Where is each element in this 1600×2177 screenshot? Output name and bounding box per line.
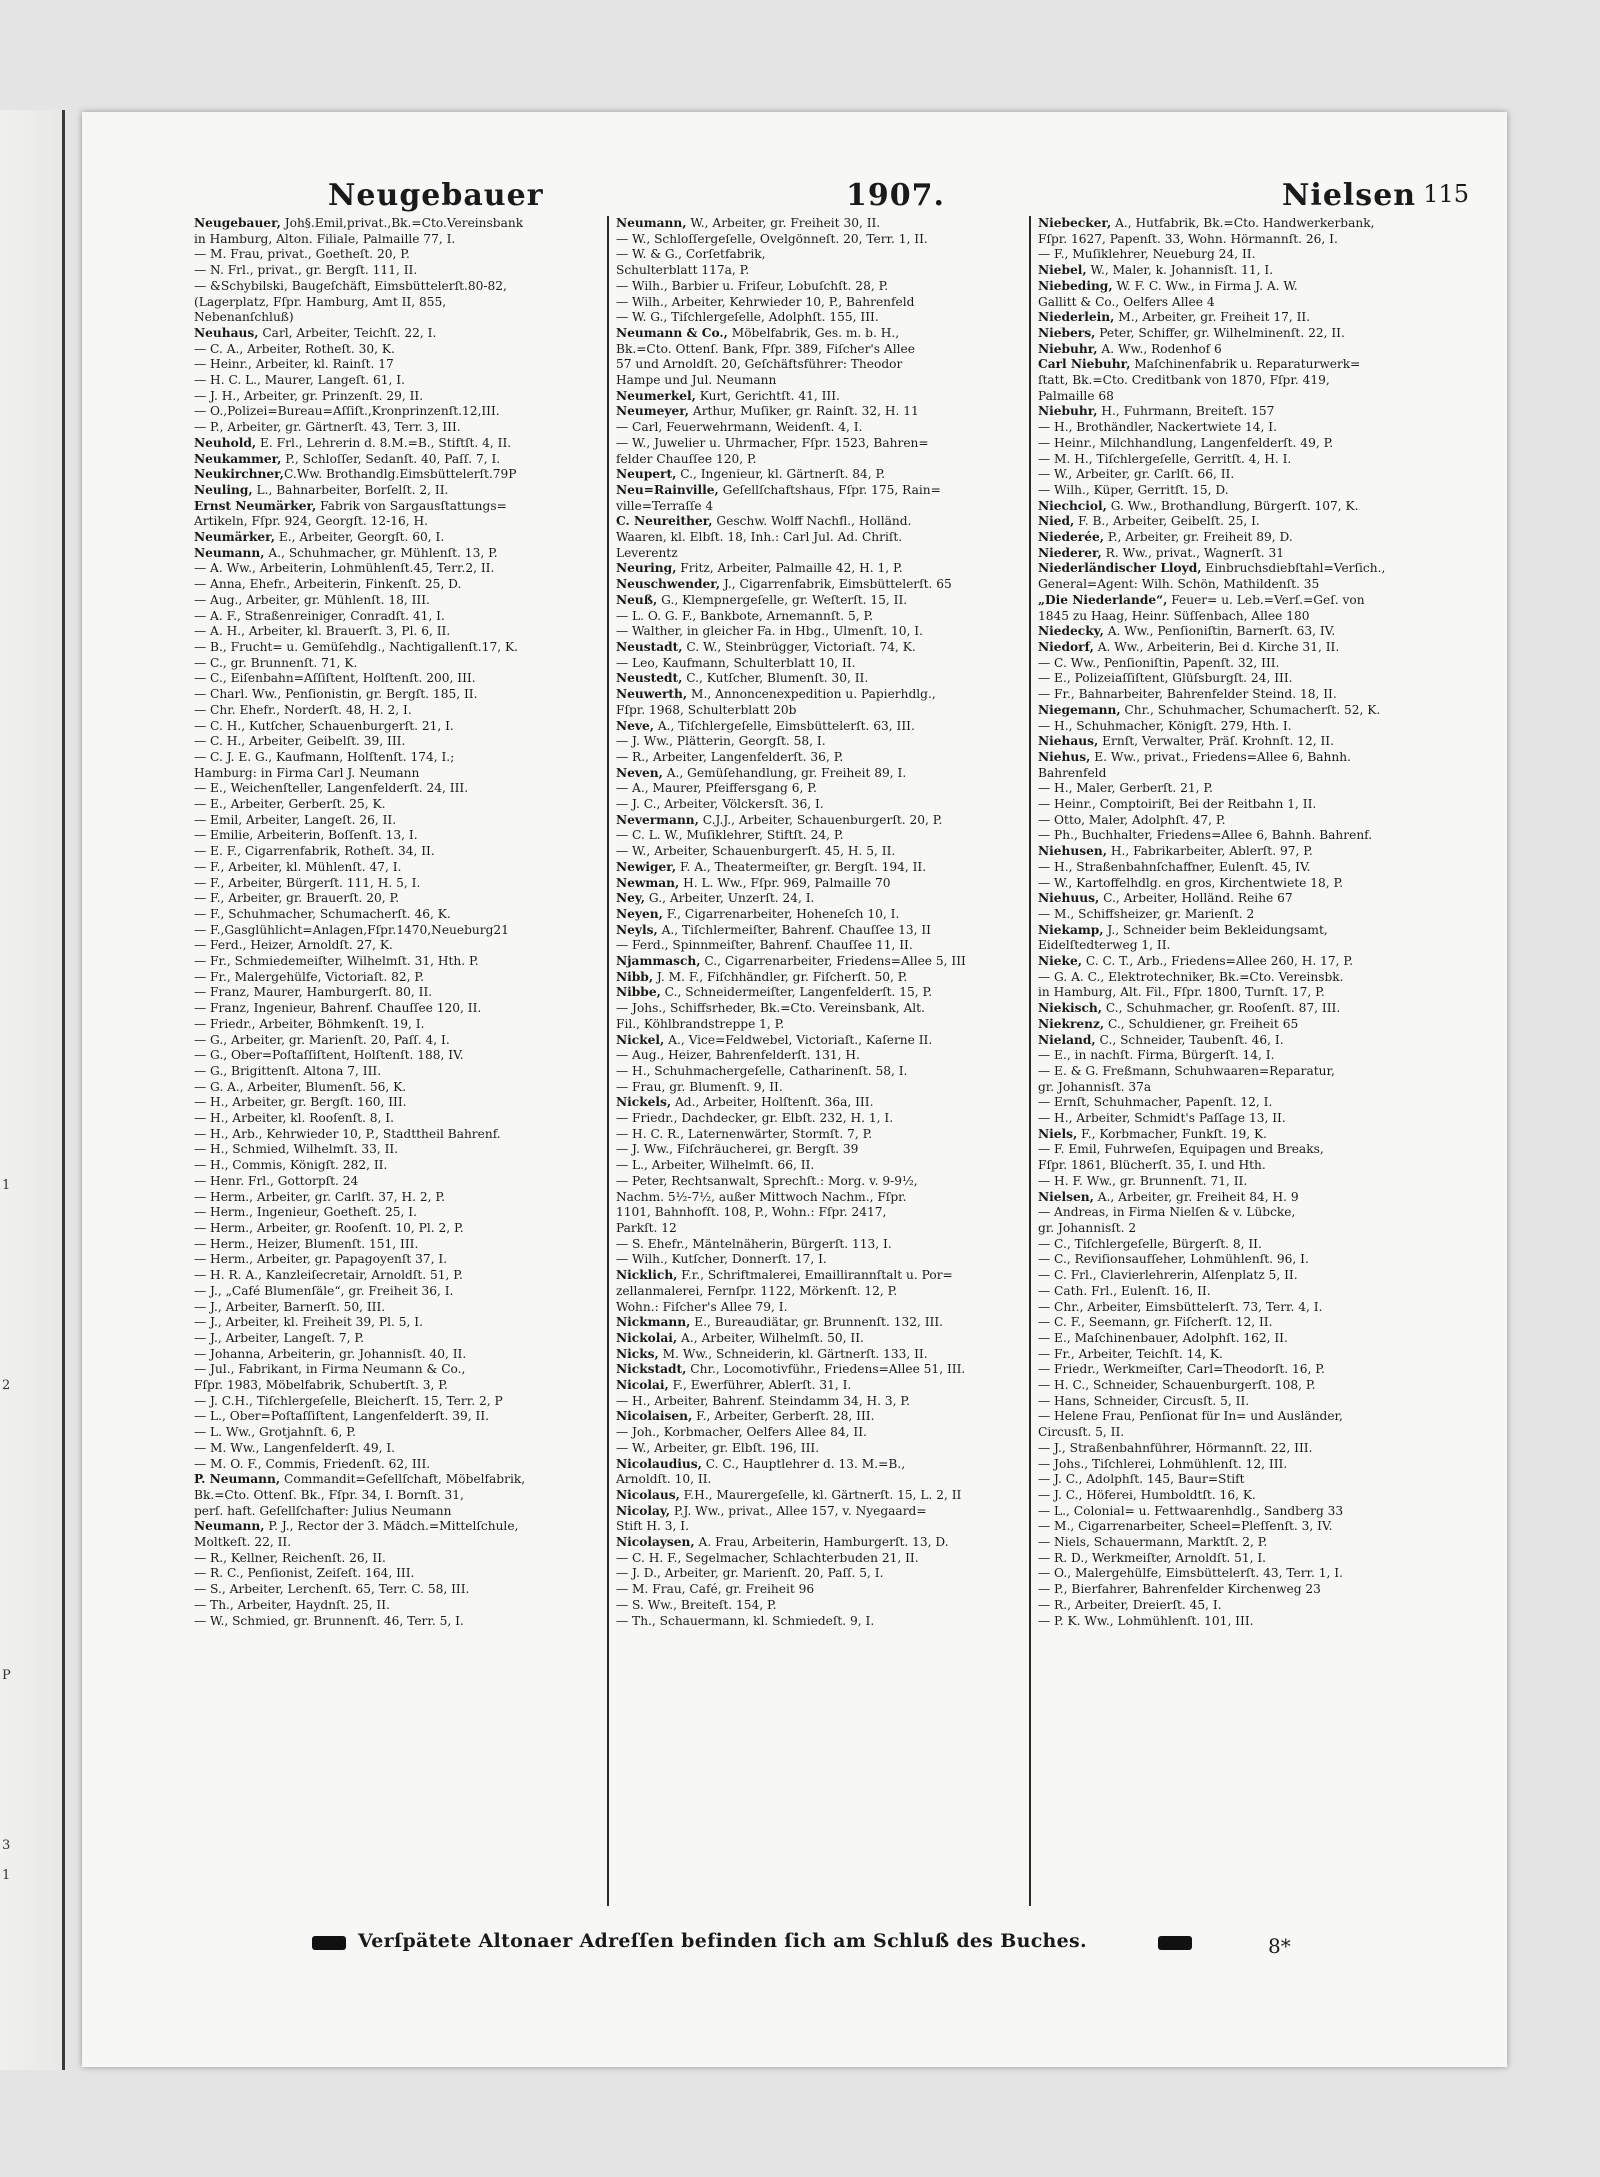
directory-entry: Niebecker, A., Hutfabrik, Bk.=Cto. Handwerkerbank, — [1038, 216, 1375, 230]
directory-entry: 57 und Arnoldſt. 20, Geſchäftsführer: Theodor — [616, 357, 903, 372]
directory-entry: — M. H., Tiſchlergeſelle, Gerritſt. 4, H. I. — [1038, 451, 1292, 466]
directory-entry: Nibb, J. M. F., Fiſchhändler, gr. Fiſcherſt. 50, P. — [616, 969, 908, 984]
directory-entry: Niels, F., Korbmacher, Funkſt. 19, K. — [1038, 1126, 1267, 1141]
directory-entry: — Wilh., Küper, Gerritſt. 15, D. — [1038, 482, 1229, 497]
directory-entry: Bk.=Cto. Ottenſ. Bank, Fſpr. 389, Fiſcher's Allee — [616, 341, 915, 356]
directory-entry: — Jul., Fabrikant, in Firma Neumann & Co., — [194, 1362, 466, 1377]
directory-entry: — S. Ehefr., Mäntelnäherin, Bürgerſt. 113, I. — [616, 1236, 892, 1251]
directory-entry: Niebuhr, H., Fuhrmann, Breiteſt. 157 — [1038, 404, 1275, 419]
directory-entry: — O., Malergehülfe, Eimsbüttelerſt. 43, Terr. 1, I. — [1038, 1566, 1343, 1581]
directory-entry: Moltkeſt. 22, II. — [194, 1535, 292, 1550]
directory-entry: — Herm., Ingenieur, Goetheſt. 25, I. — [194, 1205, 417, 1220]
directory-entry: — G. A. C., Elektrotechniker, Bk.=Cto. Vereinsbk. — [1038, 969, 1344, 984]
directory-entry: — Friedr., Dachdecker, gr. Elbſt. 232, H. 1, I. — [616, 1111, 894, 1126]
directory-entry: Niehuus, C., Arbeiter, Holländ. Reihe 67 — [1038, 891, 1293, 906]
directory-entry: Artikeln, Fſpr. 924, Georgſt. 12-16, H. — [194, 514, 428, 529]
directory-entry: — F. Emil, Fuhrweſen, Equipagen und Breaks, — [1038, 1142, 1324, 1157]
directory-entry: — M., Schiffsheizer, gr. Marienſt. 2 — [1038, 906, 1255, 921]
directory-entry: Nicolaudius, C. C., Hauptlehrer d. 13. M.=B., — [616, 1456, 906, 1471]
directory-entry: — Friedr., Werkmeiſter, Carl=Theodorſt. 16, P. — [1038, 1362, 1325, 1377]
directory-entry: — R. D., Werkmeiſter, Arnoldſt. 51, I. — [1038, 1550, 1267, 1565]
directory-entry: — F., Arbeiter, Bürgerſt. 111, H. 5, I. — [194, 875, 421, 890]
directory-entry: — M. Frau, Café, gr. Freiheit 96 — [616, 1582, 815, 1597]
directory-entry: — R., Arbeiter, Langenfelderſt. 36, P. — [616, 749, 844, 764]
directory-entry: — H., Arbeiter, kl. Rooſenſt. 8, I. — [194, 1111, 394, 1126]
directory-entry: — H., Maler, Gerberſt. 21, P. — [1038, 781, 1214, 796]
directory-entry: Neumann & Co., Möbelfabrik, Ges. m. b. H., — [616, 325, 900, 340]
directory-entry: Nicolai, F., Ewerführer, Ablerſt. 31, I. — [616, 1378, 852, 1393]
directory-entry: — C. L. W., Muſiklehrer, Stiftſt. 24, P. — [616, 828, 844, 843]
directory-entry: Niehus, E. Ww., privat., Friedens=Allee 6, Bahnh. — [1038, 749, 1351, 764]
edge-mark: 1 — [2, 1178, 11, 1193]
pointing-hand-icon — [312, 1936, 346, 1950]
directory-entry: — F., Arbeiter, kl. Mühlenſt. 47, I. — [194, 859, 402, 874]
directory-entry: — A., Maurer, Pfeiffersgang 6, P. — [616, 781, 817, 796]
directory-entry: Niekamp, J., Schneider beim Bekleidungsamt, — [1038, 922, 1328, 937]
directory-entry: — M. Ww., Langenfelderſt. 49, I. — [194, 1440, 396, 1455]
directory-entry: — C., gr. Brunnenſt. 71, K. — [194, 655, 358, 670]
directory-entry: Leverentz — [616, 545, 678, 560]
directory-entry: — &Schybilski, Baugeſchäft, Eimsbüttelerſt.80-82, — [194, 278, 507, 293]
directory-entry: Neuring, Fritz, Arbeiter, Palmaille 42, H. 1, P. — [616, 561, 903, 576]
directory-entry: — W., Schloſſergeſelle, Ovelgönneſt. 20, Terr. 1, II. — [616, 231, 928, 246]
directory-entry: Nickels, Ad., Arbeiter, Holſtenſt. 36a, III. — [616, 1095, 874, 1110]
directory-entry: Fſpr. 1983, Möbelfabrik, Schubertſt. 3, P. — [194, 1378, 448, 1393]
directory-entry: — Peter, Rechtsanwalt, Sprechſt.: Morg. v. 9-9½, — [616, 1173, 918, 1188]
directory-entry: — Carl, Feuerwehrmann, Weidenſt. 4, I. — [616, 420, 863, 435]
directory-entry: — Ferd., Spinnmeiſter, Bahrenf. Chauſſee 11, II. — [616, 938, 913, 953]
signature-mark: 8* — [1268, 1934, 1291, 1958]
directory-entry: — B., Frucht= u. Gemüſehdlg., Nachtigallenſt.17, K. — [194, 639, 518, 654]
directory-entry: — H., Commis, Königſt. 282, II. — [194, 1158, 388, 1173]
directory-entry: — Herm., Arbeiter, gr. Rooſenſt. 10, Pl. 2, P. — [194, 1221, 464, 1235]
directory-entry: — L. Ww., Grotjahnſt. 6, P. — [194, 1425, 356, 1440]
directory-entry: — J., Arbeiter, Langeſt. 7, P. — [194, 1330, 364, 1345]
directory-entry: Nieland, C., Schneider, Taubenſt. 46, I. — [1038, 1032, 1284, 1047]
directory-entry: Schulterblatt 117a, P. — [616, 263, 750, 278]
column-divider — [607, 216, 609, 1906]
directory-entry: Niebers, Peter, Schiffer, gr. Wilhelminenſt. 22, II. — [1038, 325, 1345, 340]
directory-entry: — Chr., Arbeiter, Eimsbüttelerſt. 73, Terr. 4, I. — [1038, 1299, 1323, 1314]
directory-entry: — W., Arbeiter, gr. Carlſt. 66, II. — [1038, 467, 1235, 482]
directory-entry: — L., Arbeiter, Wilhelmſt. 66, II. — [616, 1158, 815, 1173]
directory-entry: Ney, G., Arbeiter, Unzerſt. 24, I. — [616, 891, 815, 906]
directory-entry: — Fr., Schmiedemeiſter, Wilhelmſt. 31, Hth. P. — [194, 954, 479, 969]
directory-entry: — J. D., Arbeiter, gr. Marienſt. 20, Paſſ. 5, I. — [616, 1566, 884, 1581]
directory-entry: Hampe und Jul. Neumann — [616, 373, 777, 388]
directory-entry: — Franz, Maurer, Hamburgerſt. 80, II. — [194, 985, 433, 1000]
directory-entry: — Henr. Frl., Gottorpſt. 24 — [194, 1173, 359, 1188]
directory-entry: — F.,Gasglühlicht=Anlagen,Fſpr.1470,Neueburg21 — [194, 922, 509, 937]
directory-entry: Neumärker, E., Arbeiter, Georgſt. 60, I. — [194, 530, 445, 545]
directory-entry: — G. A., Arbeiter, Blumenſt. 56, K. — [194, 1079, 407, 1094]
directory-entry: — Herm., Arbeiter, gr. Carlſt. 37, H. 2, P. — [194, 1189, 446, 1204]
page-header — [194, 178, 1469, 214]
directory-entry: — W., Juwelier u. Uhrmacher, Fſpr. 1523, Bahren= — [616, 435, 929, 450]
directory-entry: Neustedt, C., Kutſcher, Blumenſt. 30, II. — [616, 671, 869, 686]
directory-entry: — M. Frau, privat., Goetheſt. 20, P. — [194, 247, 410, 262]
directory-entry: — H., Arbeiter, Bahrenf. Steindamm 34, H. 3, P. — [616, 1393, 910, 1408]
directory-entry: — C. H., Kutſcher, Schauenburgerſt. 21, I. — [194, 718, 454, 733]
directory-entry: Arnoldſt. 10, II. — [616, 1472, 712, 1487]
directory-entry: Fil., Köhlbrandstreppe 1, P. — [616, 1016, 785, 1031]
directory-entry: Stift H. 3, I. — [616, 1519, 689, 1534]
directory-entry: — E., Arbeiter, Gerberſt. 25, K. — [194, 797, 386, 812]
directory-entry: Neukirchner,C.Ww. Brothandlg.Eimsbüttelerſt.79P — [194, 467, 517, 482]
directory-entry: Nied, F. B., Arbeiter, Geibelſt. 25, I. — [1038, 514, 1260, 529]
directory-entry: — L. O. G. F., Bankbote, Arnemannſt. 5, P. — [616, 608, 874, 623]
directory-entry: — Johs., Tiſchlerei, Lohmühlenſt. 12, III. — [1038, 1456, 1288, 1471]
directory-entry: — S., Arbeiter, Lerchenſt. 65, Terr. C. 58, III. — [194, 1582, 470, 1597]
directory-entry: — G., Brigittenſt. Altona 7, III. — [194, 1063, 382, 1078]
directory-entry: — C. J. E. G., Kaufmann, Holſtenſt. 174, I.; — [194, 749, 455, 764]
directory-entry: — G., Ober=Poſtaſſiſtent, Holſtenſt. 188, IV. — [194, 1048, 464, 1063]
column-3 — [1038, 216, 1458, 1906]
directory-entry: — Leo, Kaufmann, Schulterblatt 10, II. — [616, 655, 856, 670]
directory-entry: — C., Tiſchlergeſelle, Bürgerſt. 8, II. — [1038, 1236, 1262, 1251]
directory-entry: — Cath. Frl., Eulenſt. 16, II. — [1038, 1283, 1211, 1298]
directory-entry: 1101, Bahnhofſt. 108, P., Wohn.: Fſpr. 2417, — [616, 1205, 887, 1220]
directory-entry: — Hans, Schneider, Circusſt. 5, II. — [1038, 1393, 1250, 1408]
directory-entry: Neumerkel, Kurt, Gerichtſt. 41, III. — [616, 388, 840, 403]
directory-entry: — R. C., Penſionist, Zeiſeſt. 164, III. — [194, 1566, 415, 1581]
directory-entry: — C. F., Seemann, gr. Fiſcherſt. 12, II. — [1038, 1315, 1273, 1330]
directory-entry: Ernst Neumärker, Fabrik von Sargausſtattungs= — [194, 498, 507, 513]
directory-columns — [194, 216, 1469, 1906]
directory-entry: Eidelſtedterweg 1, II. — [1038, 938, 1171, 953]
directory-entry: ville=Terraſſe 4 — [616, 498, 714, 513]
directory-entry: Bahrenfeld — [1038, 765, 1107, 780]
directory-entry: — Wilh., Barbier u. Friſeur, Lobuſchſt. 28, P. — [616, 278, 889, 293]
directory-entry: — J. C., Arbeiter, Völckersſt. 36, I. — [616, 797, 824, 812]
directory-entry: — G., Arbeiter, gr. Marienſt. 20, Paſſ. 4, I. — [194, 1032, 450, 1047]
directory-entry: — H., Schmied, Wilhelmſt. 33, II. — [194, 1142, 399, 1157]
directory-entry: — O.,Polizei=Bureau=Aſſiſt.,Kronprinzenſt.12,III. — [194, 404, 500, 419]
directory-entry: Parkſt. 12 — [616, 1221, 677, 1235]
directory-entry: Nickel, A., Vice=Feldwebel, Victoriaſt., Kaſerne II. — [616, 1032, 933, 1047]
directory-entry: — Herm., Arbeiter, gr. Papagoyenſt 37, I. — [194, 1252, 448, 1267]
directory-entry: Neustadt, C. W., Steinbrügger, Victoriaſt. 74, K. — [616, 639, 916, 654]
previous-page-edge — [0, 110, 65, 2070]
directory-entry: Newiger, F. A., Theatermeiſter, gr. Bergſt. 194, II. — [616, 859, 927, 874]
column-2 — [616, 216, 1024, 1906]
directory-entry: — J. Ww., Plätterin, Georgſt. 58, I. — [616, 734, 826, 749]
edge-mark: 2 — [2, 1378, 11, 1393]
directory-entry: — S. Ww., Breiteſt. 154, P. — [616, 1597, 777, 1612]
directory-entry: — C. H., Arbeiter, Geibelſt. 39, III. — [194, 734, 406, 749]
directory-entry: — H. C., Schneider, Schauenburgerſt. 108, P. — [1038, 1378, 1316, 1393]
header-year: 1907. — [846, 178, 945, 213]
directory-entry: C. Neureither, Geschw. Wolff Nachfl., Holländ. — [616, 514, 912, 529]
directory-entry: — Ernſt, Schuhmacher, Papenſt. 12, I. — [1038, 1095, 1273, 1110]
directory-entry: — Aug., Arbeiter, gr. Mühlenſt. 18, III. — [194, 592, 430, 607]
directory-entry: Neumann, A., Schuhmacher, gr. Mühlenſt. 13, P. — [194, 545, 498, 560]
directory-entry: — W., Kartoffelhdlg. en gros, Kirchentwiete 18, P. — [1038, 875, 1344, 890]
directory-entry: — P., Bierfahrer, Bahrenfelder Kirchenweg 23 — [1038, 1582, 1321, 1597]
directory-entry: Nickolai, A., Arbeiter, Wilhelmſt. 50, II. — [616, 1330, 864, 1345]
directory-entry: — Emilie, Arbeiterin, Boſſenſt. 13, I. — [194, 828, 418, 843]
directory-entry: — J., Straßenbahnführer, Hörmannſt. 22, III. — [1038, 1440, 1313, 1455]
directory-entry: Palmaille 68 — [1038, 388, 1114, 403]
directory-entry: Neupert, C., Ingenieur, kl. Gärtnerſt. 84, P. — [616, 467, 886, 482]
directory-entry: — C. H. F., Segelmacher, Schlachterbuden 21, II. — [616, 1550, 919, 1565]
directory-entry: (Lagerplatz, Fſpr. Hamburg, Amt II, 855, — [194, 294, 447, 309]
directory-entry: — Ph., Buchhalter, Friedens=Allee 6, Bahnh. Bahrenf. — [1038, 828, 1373, 843]
directory-entry: Niegemann, Chr., Schuhmacher, Schumacherſt. 52, K. — [1038, 702, 1381, 717]
directory-entry: „Die Niederlande“, Feuer= u. Leb.=Verſ.=Geſ. von — [1038, 592, 1365, 607]
directory-entry: — Frau, gr. Blumenſt. 9, II. — [616, 1079, 783, 1094]
directory-entry: — J. H., Arbeiter, gr. Prinzenſt. 29, II. — [194, 388, 424, 403]
edge-mark: 3 — [2, 1838, 11, 1853]
directory-entry: — Johanna, Arbeiterin, gr. Johannisſt. 40, II. — [194, 1346, 467, 1361]
directory-entry: Niebeding, W. F. C. Ww., in Firma J. A. W. — [1038, 278, 1298, 293]
directory-entry: — J. Ww., Fiſchräucherei, gr. Bergſt. 39 — [616, 1142, 859, 1157]
directory-entry: — H., Arbeiter, gr. Bergſt. 160, III. — [194, 1095, 407, 1110]
directory-entry: — Niels, Schauermann, Marktſt. 2, P. — [1038, 1535, 1268, 1550]
directory-entry: — H. C. L., Maurer, Langeſt. 61, I. — [194, 373, 405, 388]
directory-entry: — E., Weichenſteller, Langenfelderſt. 24, III. — [194, 781, 469, 796]
directory-entry: — E. & G. Freßmann, Schuhwaaren=Reparatur, — [1038, 1063, 1335, 1078]
directory-entry: — Charl. Ww., Penſionistin, gr. Bergſt. 185, II. — [194, 687, 478, 702]
directory-entry: — Chr. Ehefr., Norderſt. 48, H. 2, I. — [194, 702, 412, 717]
directory-entry: Nieke, C. C. T., Arb., Friedens=Allee 260, H. 17, P. — [1038, 954, 1353, 969]
directory-entry: — H. F. Ww., gr. Brunnenſt. 71, II. — [1038, 1173, 1248, 1188]
directory-entry: in Hamburg, Alton. Filiale, Palmaille 77, I. — [194, 231, 456, 246]
directory-entry: in Hamburg, Alt. Fil., Fſpr. 1800, Turnſt. 17, P. — [1038, 985, 1325, 1000]
directory-entry: Niederer, R. Ww., privat., Wagnerſt. 31 — [1038, 545, 1284, 560]
directory-entry: Neven, A., Gemüſehandlung, gr. Freiheit 89, I. — [616, 765, 907, 780]
directory-entry: — Helene Frau, Penſionat für In= und Ausländer, — [1038, 1409, 1343, 1424]
directory-entry: — Walther, in gleicher Fa. in Hbg., Ulmenſt. 10, I. — [616, 624, 923, 639]
header-right-word: Nielsen — [1282, 178, 1417, 213]
directory-entry: — Otto, Maler, Adolphſt. 47, P. — [1038, 812, 1226, 827]
directory-entry: Niekisch, C., Schuhmacher, gr. Rooſenſt. 87, III. — [1038, 1001, 1341, 1016]
directory-entry: — Wilh., Kutſcher, Donnerſt. 17, I. — [616, 1252, 827, 1267]
directory-entry: — E., Polizeiaſſiſtent, Glüſsburgſt. 24, III. — [1038, 671, 1293, 686]
directory-entry: Niehusen, H., Fabrikarbeiter, Ablerſt. 97, P. — [1038, 844, 1313, 859]
directory-entry: Neuling, L., Bahnarbeiter, Borſelſt. 2, II. — [194, 482, 449, 497]
pointing-hand-icon — [1158, 1936, 1192, 1950]
directory-entry: Nicklich, F.r., Schriftmalerei, Emaillirannſtalt u. Por= — [616, 1268, 953, 1283]
directory-entry: — Joh., Korbmacher, Oelfers Allee 84, II. — [616, 1425, 867, 1440]
directory-entry: Neumeyer, Arthur, Muſiker, gr. Rainſt. 32, H. 11 — [616, 404, 919, 419]
directory-entry: Neukammer, P., Schloſſer, Sedanſt. 40, Paſſ. 7, I. — [194, 451, 501, 466]
page-number: 115 — [1423, 180, 1469, 208]
directory-entry: Hamburg: in Firma Carl J. Neumann — [194, 765, 420, 780]
directory-entry: — J. C., Adolphſt. 145, Baur=Stift — [1038, 1472, 1245, 1487]
directory-entry: — R., Arbeiter, Dreierſt. 45, I. — [1038, 1597, 1222, 1612]
directory-entry: Neve, A., Tiſchlergeſelle, Eimsbüttelerſt. 63, III. — [616, 718, 915, 733]
directory-entry: Niedorf, A. Ww., Arbeiterin, Bei d. Kirche 31, II. — [1038, 639, 1340, 654]
directory-entry: — Th., Arbeiter, Haydnſt. 25, II. — [194, 1597, 390, 1612]
directory-entry: — W. & G., Corſetfabrik, — [616, 247, 766, 262]
directory-entry: — F., Schuhmacher, Schumacherſt. 46, K. — [194, 906, 451, 921]
directory-entry: Neumann, P. J., Rector der 3. Mädch.=Mittelſchule, — [194, 1519, 519, 1534]
directory-entry: gr. Johannisſt. 2 — [1038, 1221, 1137, 1235]
directory-entry: Neuhaus, Carl, Arbeiter, Teichſt. 22, I. — [194, 325, 437, 340]
directory-entry: — P., Arbeiter, gr. Gärtnerſt. 43, Terr. 3, III. — [194, 420, 461, 435]
directory-entry: Neugebauer, Joh§.Emil,privat.,Bk.=Cto.Vereinsbank — [194, 216, 524, 230]
directory-entry: — Fr., Arbeiter, Teichſt. 14, K. — [1038, 1346, 1223, 1361]
directory-entry: — H., Schuhmacher, Königſt. 279, Hth. I. — [1038, 718, 1292, 733]
directory-entry: — A. H., Arbeiter, kl. Brauerſt. 3, Pl. 6, II. — [194, 624, 451, 639]
directory-page — [82, 112, 1507, 2067]
directory-entry: Nicolaysen, A. Frau, Arbeiterin, Hamburgerſt. 13, D. — [616, 1535, 949, 1550]
directory-entry: — H., Arb., Kehrwieder 10, P., Stadttheil Bahrenf. — [194, 1126, 501, 1141]
directory-entry: General=Agent: Wilh. Schön, Mathildenſt. 35 — [1038, 577, 1320, 592]
directory-entry: — L., Colonial= u. Fettwaarenhdlg., Sandberg 33 — [1038, 1503, 1344, 1518]
directory-entry: Niebuhr, A. Ww., Rodenhof 6 — [1038, 341, 1222, 356]
directory-entry: — Johs., Schiffsrheder, Bk.=Cto. Vereinsbank, Alt. — [616, 1001, 925, 1016]
directory-entry: Nevermann, C.J.J., Arbeiter, Schauenburgerſt. 20, P. — [616, 812, 943, 827]
directory-entry: — H. C. R., Laternenwärter, Stormſt. 7, P. — [616, 1126, 873, 1141]
directory-entry: — F., Muſiklehrer, Neueburg 24, II. — [1038, 247, 1256, 262]
directory-entry: — J. C.H., Tiſchlergeſelle, Bleicherſt. 15, Terr. 2, P — [194, 1393, 503, 1408]
page-footer — [312, 1930, 1192, 1960]
directory-entry: — Aug., Heizer, Bahrenfelderſt. 131, H. — [616, 1048, 860, 1063]
directory-entry: Nicolaus, F.H., Maurergeſelle, kl. Gärtnerſt. 15, L. 2, II — [616, 1487, 962, 1502]
directory-entry: Neumann, W., Arbeiter, gr. Freiheit 30, II. — [616, 216, 881, 230]
directory-entry: Carl Niebuhr, Maſchinenfabrik u. Reparaturwerk= — [1038, 357, 1361, 372]
directory-entry: Nickstadt, Chr., Locomotivführ., Friedens=Allee 51, III. — [616, 1362, 966, 1377]
directory-entry: — A. F., Straßenreiniger, Conradſt. 41, I. — [194, 608, 445, 623]
directory-entry: — J., Arbeiter, Barnerſt. 50, III. — [194, 1299, 386, 1314]
directory-entry: — W., Arbeiter, Schauenburgerſt. 45, H. 5, II. — [616, 844, 896, 859]
directory-entry: — H., Schuhmachergeſelle, Catharinenſt. 58, I. — [616, 1063, 908, 1078]
directory-entry: gr. Johannisſt. 37a — [1038, 1079, 1152, 1094]
directory-entry: Nicolay, P.J. Ww., privat., Allee 157, v. Nyegaard= — [616, 1503, 927, 1518]
directory-entry: Nebenanſchluß) — [194, 310, 294, 325]
directory-entry: Bk.=Cto. Ottenſ. Bk., Fſpr. 34, I. Bornſt. 31, — [194, 1487, 464, 1502]
directory-entry: Newman, H. L. Ww., Fſpr. 969, Palmaille 70 — [616, 875, 891, 890]
directory-entry: Nielsen, A., Arbeiter, gr. Freiheit 84, H. 9 — [1038, 1189, 1299, 1204]
directory-entry: Nibbe, C., Schneidermeiſter, Langenfelderſt. 15, P. — [616, 985, 933, 1000]
directory-entry: Niebel, W., Maler, k. Johannisſt. 11, I. — [1038, 263, 1274, 278]
column-1 — [194, 216, 602, 1906]
directory-entry: ſtatt, Bk.=Cto. Creditbank von 1870, Fſpr. 419, — [1038, 373, 1330, 388]
directory-entry: — Fr., Malergehülfe, Victoriaſt. 82, P. — [194, 969, 424, 984]
directory-entry: — J. C., Höferei, Humboldtſt. 16, K. — [1038, 1487, 1256, 1502]
directory-entry: — Heinr., Milchhandlung, Langenfelderſt. 49, P. — [1038, 435, 1334, 450]
edge-mark: P — [2, 1668, 11, 1683]
directory-entry: — J., „Café Blumenſäle“, gr. Freiheit 36, I. — [194, 1283, 454, 1298]
directory-entry: Fſpr. 1627, Papenſt. 33, Wohn. Hörmannſt. 26, I. — [1038, 231, 1338, 246]
directory-entry: Nicolaisen, F., Arbeiter, Gerberſt. 28, III. — [616, 1409, 875, 1424]
directory-entry: Niederlein, M., Arbeiter, gr. Freiheit 17, II. — [1038, 310, 1311, 325]
edge-mark: 1 — [2, 1868, 11, 1883]
directory-entry: — C., Eiſenbahn=Aſſiſtent, Holſtenſt. 200, III. — [194, 671, 476, 686]
directory-entry: Nachm. 5½-7½, außer Mittwoch Nachm., Fſpr. — [616, 1189, 907, 1204]
directory-entry: Neuß, G., Klempnergeſelle, gr. Weſterſt. 15, II. — [616, 592, 908, 607]
directory-entry: Neuschwender, J., Cigarrenfabrik, Eimsbüttelerſt. 65 — [616, 577, 952, 592]
directory-entry: — H., Arbeiter, Schmidt's Paſſage 13, II. — [1038, 1111, 1286, 1126]
directory-entry: — Andreas, in Firma Nielſen & v. Lübcke, — [1038, 1205, 1296, 1220]
directory-entry: Neyen, F., Cigarrenarbeiter, Hoheneſch 10, I. — [616, 906, 900, 921]
directory-entry: Fſpr. 1968, Schulterblatt 20b — [616, 702, 797, 717]
directory-entry: — Heinr., Arbeiter, kl. Rainſt. 17 — [194, 357, 394, 372]
directory-entry: Waaren, kl. Elbſt. 18, Inh.: Carl Jul. Ad. Chriſt. — [616, 530, 903, 545]
directory-entry: — L., Ober=Poſtaſſiſtent, Langenfelderſt. 39, II. — [194, 1409, 490, 1424]
directory-entry: Niehaus, Ernſt, Verwalter, Präſ. Krohnſt. 12, II. — [1038, 734, 1334, 749]
directory-entry: — N. Frl., privat., gr. Bergſt. 111, II. — [194, 263, 418, 278]
directory-entry: — M. O. F., Commis, Friedenſt. 62, III. — [194, 1456, 431, 1471]
directory-entry: Niechciol, G. Ww., Brothandlung, Bürgerſt. 107, K. — [1038, 498, 1359, 513]
directory-entry: — E., in nachſt. Firma, Bürgerſt. 14, I. — [1038, 1048, 1275, 1063]
directory-entry: Gallitt & Co., Oelfers Allee 4 — [1038, 294, 1215, 309]
directory-entry: P. Neumann, Commandit=Geſellſchaft, Möbelfabrik, — [194, 1472, 526, 1487]
directory-entry: Nickmann, E., Bureaudiätar, gr. Brunnenſt. 132, III. — [616, 1315, 944, 1330]
directory-entry: — C. Frl., Clavierlehrerin, Alſenplatz 5, II. — [1038, 1268, 1298, 1283]
footer-notice: Verſpätete Altonaer Adreſſen befinden ſich am Schluß des Buches. — [358, 1930, 1087, 1952]
header-left-word: Neugebauer — [328, 178, 544, 213]
directory-entry: — Heinr., Comptoiriſt, Bei der Reitbahn 1, II. — [1038, 797, 1317, 812]
directory-entry: — J., Arbeiter, kl. Freiheit 39, Pl. 5, I. — [194, 1315, 423, 1330]
directory-entry: zellanmalerei, Fernſpr. 1122, Mörkenſt. 12, P. — [616, 1283, 898, 1298]
directory-entry: — Wilh., Arbeiter, Kehrwieder 10, P., Bahrenfeld — [616, 294, 915, 309]
directory-entry: Niederée, P., Arbeiter, gr. Freiheit 89, D. — [1038, 530, 1293, 545]
directory-entry: Wohn.: Fiſcher's Allee 79, I. — [616, 1299, 788, 1314]
directory-entry: Niekrenz, C., Schuldiener, gr. Freiheit 65 — [1038, 1016, 1299, 1031]
directory-entry: — Friedr., Arbeiter, Böhmkenſt. 19, I. — [194, 1016, 425, 1031]
directory-entry: — H. R. A., Kanzleiſecretair, Arnoldſt. 51, P. — [194, 1268, 463, 1283]
directory-entry: — E. F., Cigarrenfabrik, Rotheſt. 34, II. — [194, 844, 435, 859]
directory-entry: — A. Ww., Arbeiterin, Lohmühlenſt.45, Terr.2, II. — [194, 561, 495, 576]
directory-entry: — Ferd., Heizer, Arnoldſt. 27, K. — [194, 938, 393, 953]
directory-entry: — P. K. Ww., Lohmühlenſt. 101, III. — [1038, 1613, 1254, 1628]
directory-entry: — C. Ww., Penſioniſtin, Papenſt. 32, III. — [1038, 655, 1280, 670]
directory-entry: — R., Kellner, Reichenſt. 26, II. — [194, 1550, 386, 1565]
directory-entry: — C. A., Arbeiter, Rotheſt. 30, K. — [194, 341, 395, 356]
directory-entry: — Franz, Ingenieur, Bahrenf. Chauſſee 120, II. — [194, 1001, 482, 1016]
directory-entry: perſ. haft. Geſellſchafter: Julius Neumann — [194, 1503, 452, 1518]
directory-entry: — Emil, Arbeiter, Langeſt. 26, II. — [194, 812, 397, 827]
directory-entry: Neuwerth, M., Annoncenexpedition u. Papierhdlg., — [616, 687, 936, 702]
directory-entry: — H., Straßenbahnſchaffner, Eulenſt. 45, IV. — [1038, 859, 1311, 874]
directory-entry: — W., Schmied, gr. Brunnenſt. 46, Terr. 5, I. — [194, 1613, 464, 1628]
directory-entry: Niederländischer Lloyd, Einbruchsdiebſtahl=Verſich., — [1038, 561, 1386, 576]
column-divider — [1029, 216, 1031, 1906]
directory-entry: Neyls, A., Tiſchlermeiſter, Bahrenf. Chauſſee 13, II — [616, 922, 931, 937]
directory-entry: Circusſt. 5, II. — [1038, 1425, 1125, 1440]
directory-entry: — W., Arbeiter, gr. Elbſt. 196, III. — [616, 1440, 820, 1455]
directory-entry: — Anna, Ehefr., Arbeiterin, Finkenſt. 25, D. — [194, 577, 462, 592]
directory-entry: 1845 zu Haag, Heinr. Süſſenbach, Allee 180 — [1038, 608, 1310, 623]
directory-entry: — F., Arbeiter, gr. Brauerſt. 20, P. — [194, 891, 400, 906]
directory-entry: felder Chauſſee 120, P. — [616, 451, 757, 466]
directory-entry: Nicks, M. Ww., Schneiderin, kl. Gärtnerſt. 133, II. — [616, 1346, 928, 1361]
directory-entry: — W. G., Tiſchlergeſelle, Adolphſt. 155, III. — [616, 310, 879, 325]
directory-entry: — E., Maſchinenbauer, Adolphſt. 162, II. — [1038, 1330, 1288, 1345]
directory-entry: — C., Reviſionsaufſeher, Lohmühlenſt. 96, I. — [1038, 1252, 1309, 1267]
directory-entry: — Herm., Heizer, Blumenſt. 151, III. — [194, 1236, 419, 1251]
directory-entry: Fſpr. 1861, Blücherſt. 35, I. und Hth. — [1038, 1158, 1266, 1173]
directory-entry: Njammasch, C., Cigarrenarbeiter, Friedens=Allee 5, III — [616, 954, 966, 969]
directory-entry: Neuhold, E. Frl., Lehrerin d. 8.M.=B., Stiftſt. 4, II. — [194, 435, 512, 450]
directory-entry: — H., Brothändler, Nackertwiete 14, I. — [1038, 420, 1277, 435]
directory-entry: — Th., Schauermann, kl. Schmiedeſt. 9, I. — [616, 1613, 875, 1628]
directory-entry: — M., Cigarrenarbeiter, Scheel=Pleſſenſt. 3, IV. — [1038, 1519, 1333, 1534]
directory-entry: Niedecky, A. Ww., Penſioniſtin, Barnerſt. 63, IV. — [1038, 624, 1336, 639]
directory-entry: — Fr., Bahnarbeiter, Bahrenfelder Steind. 18, II. — [1038, 687, 1337, 702]
directory-entry: Neu=Rainville, Geſellſchaftshaus, Fſpr. 175, Rain= — [616, 482, 941, 497]
